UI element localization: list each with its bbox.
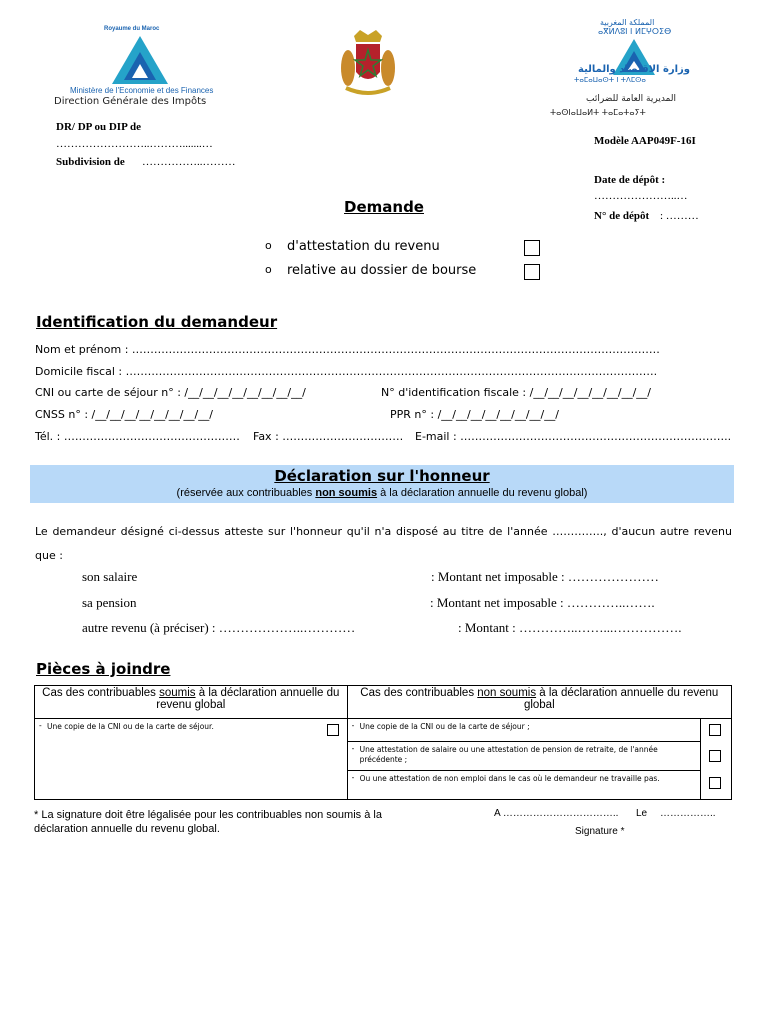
logo-arabic-kingdom: المملكة المغربية [600,18,655,27]
logo-tifinagh-ministry: ⵜⴰⵎⴰⵡⴰⵙⵜ ⵏ ⵜⴷⵎⵙⴰ [574,76,646,84]
autre-montant-field[interactable]: : Montant : …………..……...……………. [458,620,682,635]
option-bullet: o [265,263,272,276]
coat-of-arms-icon [340,30,396,100]
dr-dots[interactable]: ……………………..……….......… [56,138,213,150]
ppr-field[interactable]: PPR n° : /__/__/__/__/__/__/__/__/ [390,408,559,421]
pension-montant-field[interactable]: : Montant net imposable : …………..……. [430,595,655,610]
option-bullet: o [265,239,272,252]
list-item [348,742,700,771]
numero-depot-dots[interactable]: : ……… [660,210,699,222]
dr-label: DR/ DP ou DIP de [56,121,141,133]
logo-tifinagh-kingdom: ⴰⴳⵍⴷⵓⵏ ⵏ ⵍⵎⵖⵔⵉⴱ [598,27,672,36]
non-soumis-attestation-checkbox[interactable] [709,750,721,762]
logo-kingdom-text: Royaume du Maroc [104,26,160,32]
subtitle-non-soumis: non soumis [315,487,378,499]
item-text: Une copie de la CNI ou de la carte de séjour. [47,722,214,731]
logo-arabic-dgi: المديرية العامة للضرائب [586,94,676,104]
declaration-subtitle [30,487,734,499]
attestation-revenu-checkbox[interactable] [524,240,540,256]
pieces-title: Pièces à joindre [36,660,171,678]
cni-field[interactable]: CNI ou carte de séjour n° : /__/__/__/__/__/__/__/__/ [35,386,306,399]
cnss-field[interactable]: CNSS n° : /__/__/__/__/__/__/__/__/ [35,408,213,421]
subdivision-dots[interactable]: ……………..……… [142,156,236,168]
pieces-soumis-cell [35,719,348,800]
date-depot-label: Date de dépôt : [594,174,666,186]
declaration-title: Déclaration sur l'honneur [274,467,490,485]
soumis-cni-checkbox[interactable] [327,724,339,736]
dash: - [351,721,355,730]
option-label: relative au dossier de bourse [287,263,477,278]
email-field[interactable]: E-mail : ……………………………………………………………….. [415,430,732,443]
list-item [35,719,347,735]
royal-coat-of-arms [340,30,396,100]
nom-prenom-field[interactable]: Nom et prénom : ……………………………………………………………………………………………………………………………… [35,343,660,356]
header-non-soumis: non soumis [477,687,537,699]
item-text: Ou une attestation de non emploi dans le cas où le demandeur ne travaille pas. [359,774,660,783]
logo-dgi-text: Direction Générale des Impôts [54,96,207,107]
domicile-fiscal-field[interactable]: Domicile fiscal : ………………………………………………………………………………………………………………………………. [35,365,658,378]
dgi-arabic-logo [540,18,730,118]
dash: - [39,721,42,730]
subtitle-prefix: (réservée aux contribuables [176,487,316,499]
option-label: d'attestation du revenu [287,239,440,254]
numero-depot-label: N° de dépôt [594,210,650,222]
subdivision-label: Subdivision de [56,156,125,168]
pension-label: sa pension [82,595,137,610]
item-text: Une attestation de salaire ou une attestation de pension de retraite, de l'année précédente ; [359,745,658,764]
pieces-non-soumis-cell [347,719,700,800]
date-depot-dots[interactable]: …………………..… [594,190,688,202]
salaire-label: son salaire [82,569,138,584]
logo-ministry-text: Ministère de l'Economie et des Finances [70,86,214,95]
telephone-field[interactable]: Tél. : ………………………………………… [35,430,240,443]
form-model-code: Modèle AAP049F-16I [594,135,696,147]
header-suffix: à la déclaration annuelle du revenu global [523,687,719,711]
date-label: Le [636,808,648,819]
subtitle-suffix: à la déclaration annuelle du revenu global) [377,487,588,499]
logo-tifinagh-dgi: ⵜⴰⵙⵏⴰⵡⴰⵍⵜ ⵜⴰⵎⴰⵜⴰⵢⵜ [550,108,646,117]
header-prefix: Cas des contribuables [360,687,478,699]
dossier-bourse-checkbox[interactable] [524,264,540,280]
autre-revenu-field[interactable]: autre revenu (à préciser) : ………………..………… [82,620,356,635]
dash: - [351,744,355,753]
demande-title: Demande [344,198,424,216]
pieces-header-soumis [35,686,348,719]
date-field[interactable]: …………….. [660,808,716,819]
item-text: Une copie de la CNI ou de la carte de séjour ; [359,722,530,731]
non-soumis-non-emploi-checkbox[interactable] [709,777,721,789]
option-dossier-bourse [265,263,545,281]
header-prefix: Cas des contribuables [42,687,160,699]
dash: - [351,773,355,782]
list-item [348,771,700,799]
identification-fiscale-field[interactable]: N° d'identification fiscale : /__/__/__/__/__/__/__/__/ [381,386,651,399]
option-attestation-revenu [265,239,545,257]
pieces-checkbox-column [700,719,731,800]
ministry-emblem-icon [110,34,170,86]
header-soumis: soumis [159,687,196,699]
list-item [348,719,700,742]
logo-arabic-ministry: وزارة الاقتصاد والمالية [578,64,691,75]
fax-field[interactable]: Fax : …………………………… [253,430,404,443]
salaire-montant-field[interactable]: : Montant net imposable : ………………… [431,569,659,584]
ministry-logo [40,22,240,112]
pieces-table [34,685,732,800]
signature-note: * La signature doit être légalisée pour les contribuables non soumis à la déclaration annuelle du revenu global. [34,809,382,835]
header-suffix: à la déclaration annuelle du revenu global [156,687,340,711]
pieces-header-non-soumis [347,686,731,719]
declaration-paragraph: Le demandeur désigné ci-dessus atteste sur l'honneur qu'il n'a disposé au titre de l'année ………….., d'aucun autre revenu que : [35,525,732,562]
identification-title: Identification du demandeur [36,313,278,331]
signature-label: Signature * [575,826,625,837]
non-soumis-cni-checkbox[interactable] [709,724,721,736]
lieu-field[interactable]: A …………………………….. [494,808,619,819]
